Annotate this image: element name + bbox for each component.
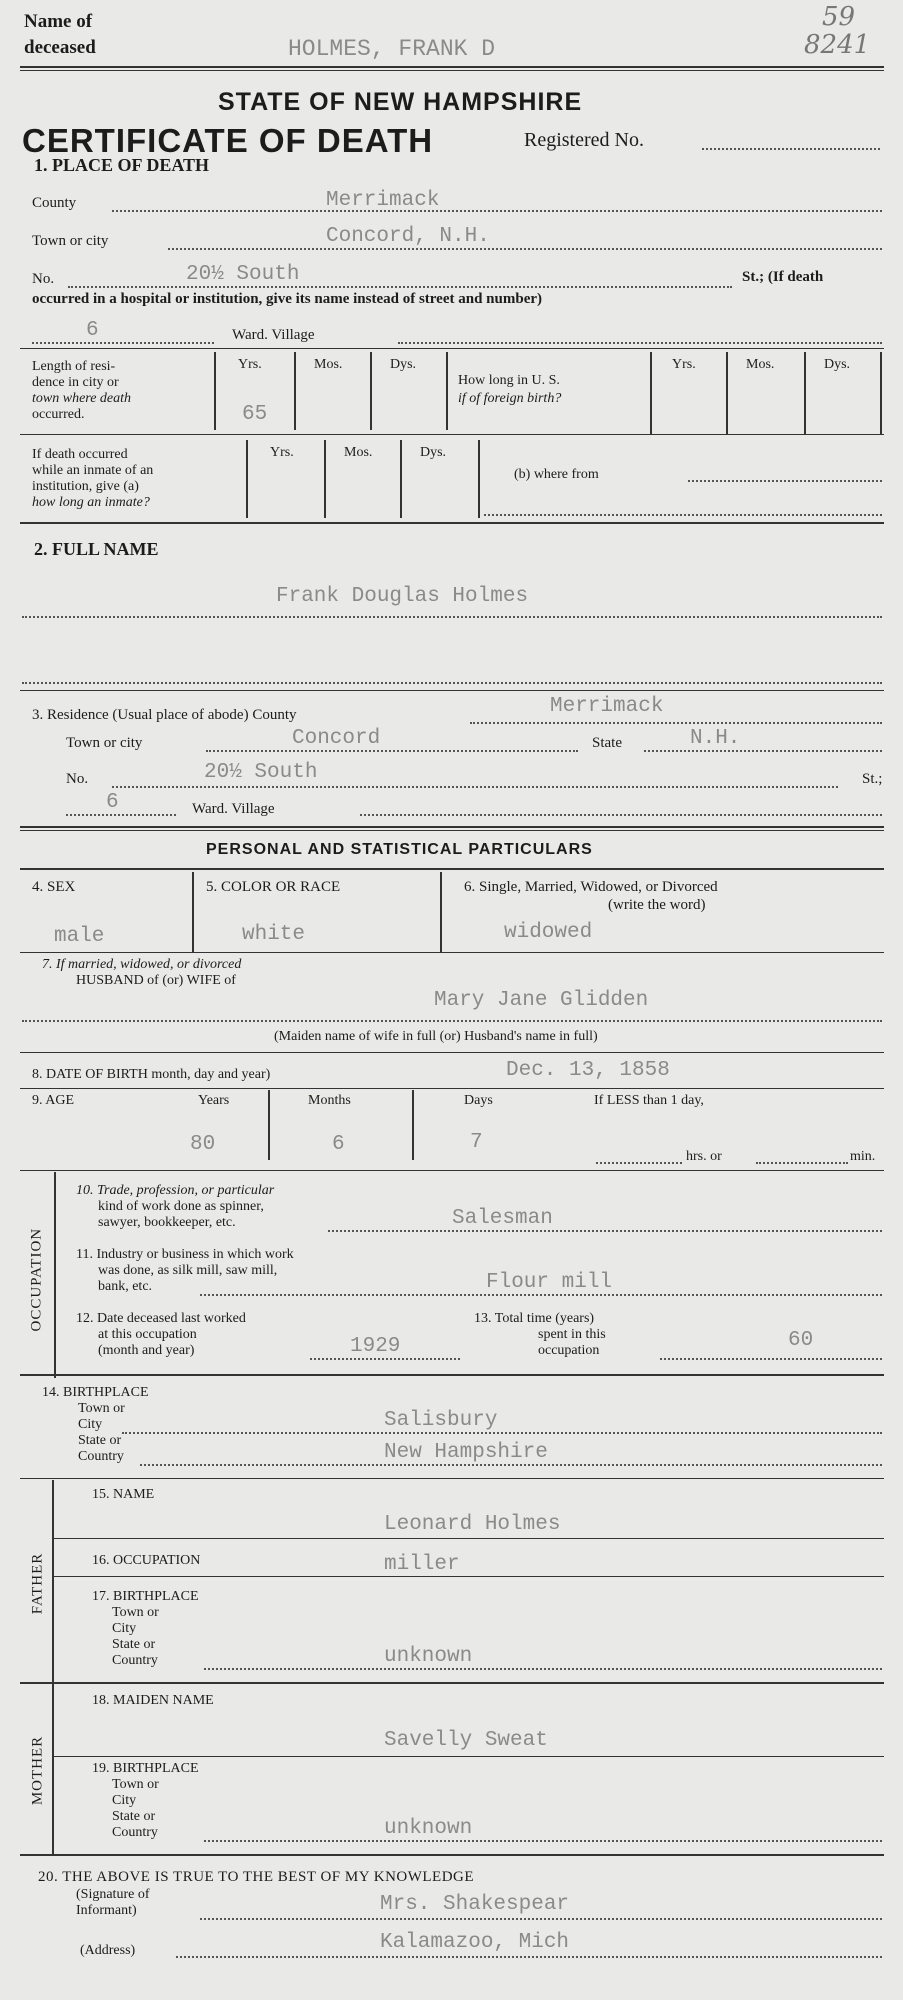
address-line — [176, 1956, 882, 1958]
rule-father-occupation — [54, 1576, 884, 1577]
address-label: (Address) — [80, 1943, 136, 1958]
marital-value: widowed — [504, 921, 593, 944]
ward-value: 6 — [86, 319, 99, 342]
deceased-name-value: HOLMES, FRANK D — [288, 36, 496, 62]
ward-village-label: Ward. Village — [232, 327, 315, 343]
rule-particulars — [20, 868, 884, 870]
father-occupation-value: miller — [384, 1553, 460, 1576]
residence-length-label-2: dence in city or — [32, 375, 119, 390]
county-value: Merrimack — [326, 189, 440, 212]
rule-sex — [20, 952, 884, 953]
color-value: white — [242, 923, 306, 946]
birthplace-city-value: Salisbury — [384, 1409, 498, 1432]
signature-value: Mrs. Shakespear — [380, 1893, 570, 1916]
sex-label: 4. SEX — [32, 879, 76, 895]
where-from-line-2 — [484, 514, 882, 516]
age-years-value: 80 — [190, 1133, 216, 1156]
trade-value: Salesman — [452, 1207, 553, 1230]
town-line — [168, 248, 882, 250]
full-name-heading: 2. FULL NAME — [34, 539, 159, 559]
trade-label-3: sawyer, bookkeeper, etc. — [98, 1215, 236, 1230]
birthplace-label-4: State or — [78, 1433, 122, 1448]
signature-line — [200, 1918, 882, 1920]
institution-label-4: how long an inmate? — [32, 495, 150, 510]
address-value: Kalamazoo, Mich — [380, 1931, 570, 1954]
residence-mos-label: Mos. — [314, 357, 343, 372]
residence-street-line — [112, 786, 838, 788]
street-line — [68, 286, 732, 288]
residence-state-label: State — [592, 735, 622, 751]
residence-state-value: N.H. — [690, 727, 741, 750]
corner-number-2: 8241 — [804, 30, 871, 60]
color-divider — [440, 872, 442, 952]
box-divider — [880, 352, 882, 434]
sex-value: male — [54, 925, 105, 948]
rule-residence — [20, 826, 884, 828]
state-title: STATE OF NEW HAMPSHIRE — [218, 88, 583, 116]
father-birthplace-label-4: State or — [112, 1637, 156, 1652]
mother-maiden-label: 18. MAIDEN NAME — [92, 1693, 214, 1708]
residence-village-line — [360, 814, 882, 816]
informant-statement: 20. THE ABOVE IS TRUE TO THE BEST OF MY KNOWLEDGE — [38, 1869, 475, 1885]
signature-label-2: Informant) — [76, 1903, 137, 1918]
birthplace-state-line — [140, 1464, 882, 1466]
institution-label-3: institution, give (a) — [32, 479, 139, 494]
age-days-value: 7 — [470, 1131, 483, 1154]
rule-residence-box — [20, 434, 884, 435]
last-worked-label-1: 12. Date deceased last worked — [76, 1311, 246, 1326]
residence-dys-label: Dys. — [390, 357, 417, 372]
residence-st-label: St.; — [862, 771, 883, 787]
residence-street-value: 20½ South — [204, 761, 318, 784]
county-line — [112, 210, 882, 212]
industry-label-2: was done, as silk mill, saw mill, — [98, 1263, 278, 1278]
father-divider — [52, 1480, 54, 1684]
box-divider — [294, 352, 296, 430]
birthplace-label-1: 14. BIRTHPLACE — [42, 1385, 149, 1400]
box-divider — [246, 440, 248, 518]
box-divider — [214, 352, 216, 430]
residence-length-label-3: town where death — [32, 391, 132, 406]
institution-mos-label: Mos. — [344, 445, 373, 460]
total-time-value: 60 — [788, 1329, 814, 1352]
father-birthplace-label-3: City — [112, 1621, 137, 1636]
residence-town-label: Town or city — [66, 735, 143, 751]
residence-town-line — [206, 750, 578, 752]
mother-birthplace-label-2: Town or — [112, 1777, 159, 1792]
residence-length-label-4: occurred. — [32, 407, 85, 422]
us-label-2: if of foreign birth? — [458, 391, 562, 406]
box-divider — [370, 352, 372, 430]
residence-no-label: No. — [66, 771, 89, 787]
rule-place — [20, 348, 884, 349]
village-line — [398, 342, 882, 344]
registered-no-line — [702, 148, 880, 150]
mother-birthplace-value: unknown — [384, 1817, 473, 1840]
us-yrs-label: Yrs. — [672, 357, 696, 372]
father-birthplace-label-2: Town or — [112, 1605, 159, 1620]
rule-full-name — [20, 690, 884, 691]
father-name-value: Leonard Holmes — [384, 1513, 561, 1536]
hospital-note: occurred in a hospital or institution, give its name instead of street and number) — [32, 291, 543, 307]
residence-years-value: 65 — [242, 403, 268, 426]
birthplace-city-line — [122, 1432, 882, 1434]
full-name-value: Frank Douglas Holmes — [276, 585, 529, 608]
last-worked-line — [310, 1358, 460, 1360]
full-name-line-2 — [22, 682, 882, 684]
street-st-label: St.; (If death — [742, 269, 824, 285]
last-worked-value: 1929 — [350, 1335, 401, 1358]
trade-line — [328, 1230, 882, 1232]
dob-label: 8. DATE OF BIRTH month, day and year) — [32, 1067, 271, 1082]
place-of-death-heading: 1. PLACE OF DEATH — [34, 155, 210, 175]
rule-father-name — [54, 1538, 884, 1539]
age-months-label: Months — [308, 1093, 351, 1108]
where-from-label: (b) where from — [514, 467, 599, 482]
sex-divider — [192, 872, 194, 952]
name-of-deceased-label-1: Name of — [24, 11, 93, 32]
box-divider — [324, 440, 326, 518]
mother-birthplace-label-3: City — [112, 1793, 137, 1808]
mother-divider — [52, 1684, 54, 1856]
rule-occupation — [20, 1374, 884, 1376]
father-birthplace-label-5: Country — [112, 1653, 158, 1668]
father-name-label: 15. NAME — [92, 1487, 155, 1502]
header-rule — [20, 66, 884, 68]
father-side-label: FATHER — [29, 1552, 46, 1615]
age-years-label: Years — [198, 1093, 230, 1108]
rule-father — [20, 1682, 884, 1684]
street-no-label: No. — [32, 271, 55, 287]
mother-maiden-value: Savelly Sweat — [384, 1729, 548, 1752]
spouse-label-1: 7. If married, widowed, or divorced — [42, 957, 242, 972]
residence-yrs-label: Yrs. — [238, 357, 262, 372]
signature-label-1: (Signature of — [76, 1887, 150, 1902]
age-days-label: Days — [464, 1093, 493, 1108]
min-line — [756, 1162, 848, 1164]
registered-no-label: Registered No. — [524, 129, 644, 151]
total-time-label-1: 13. Total time (years) — [474, 1311, 595, 1326]
corner-number-1: 59 — [822, 2, 856, 32]
industry-value: Flour mill — [486, 1271, 613, 1294]
age-months-value: 6 — [332, 1133, 345, 1156]
father-birthplace-label-1: 17. BIRTHPLACE — [92, 1589, 199, 1604]
us-mos-label: Mos. — [746, 357, 775, 372]
total-time-label-3: occupation — [538, 1343, 600, 1358]
box-divider — [400, 440, 402, 518]
us-label-1: How long in U. S. — [458, 373, 560, 388]
institution-label-2: while an inmate of an — [32, 463, 154, 478]
particulars-heading: PERSONAL AND STATISTICAL PARTICULARS — [206, 841, 593, 858]
father-birthplace-value: unknown — [384, 1645, 473, 1668]
min-label: min. — [850, 1149, 876, 1164]
age-divider — [268, 1090, 270, 1160]
father-birthplace-line — [204, 1668, 882, 1670]
box-divider — [650, 352, 652, 434]
occupation-side-label: OCCUPATION — [28, 1227, 45, 1332]
rule-spouse — [20, 1052, 884, 1053]
residence-ward-value: 6 — [106, 791, 119, 814]
full-name-line-1 — [22, 616, 882, 618]
rule-age — [20, 1170, 884, 1171]
mother-birthplace-line — [204, 1840, 882, 1842]
birthplace-state-value: New Hampshire — [384, 1441, 548, 1464]
box-divider — [804, 352, 806, 434]
mother-birthplace-label-4: State or — [112, 1809, 156, 1824]
industry-label-3: bank, etc. — [98, 1279, 153, 1294]
marital-label-2: (write the word) — [608, 897, 706, 913]
color-label: 5. COLOR OR RACE — [206, 879, 341, 895]
trade-label-2: kind of work done as spinner, — [98, 1199, 264, 1214]
residence-ward-village-label: Ward. Village — [192, 801, 275, 817]
residence-county-line — [470, 722, 882, 724]
certificate-title: CERTIFICATE OF DEATH — [22, 122, 434, 159]
header-rule-2 — [20, 70, 884, 71]
town-label: Town or city — [32, 233, 109, 249]
birthplace-label-5: Country — [78, 1449, 124, 1464]
name-of-deceased-label-2: deceased — [24, 37, 96, 58]
spouse-note: (Maiden name of wife in full (or) Husband's name in full) — [274, 1029, 598, 1044]
total-time-label-2: spent in this — [538, 1327, 606, 1342]
residence-ward-line — [66, 814, 176, 816]
dob-value: Dec. 13, 1858 — [506, 1059, 670, 1082]
residence-length-label-1: Length of resi- — [32, 359, 116, 374]
institution-yrs-label: Yrs. — [270, 445, 294, 460]
hrs-line — [596, 1162, 682, 1164]
mother-side-label: MOTHER — [29, 1735, 46, 1806]
ward-line — [32, 342, 214, 344]
institution-label-1: If death occurred — [32, 447, 128, 462]
box-divider — [446, 352, 448, 430]
residence-county-value: Merrimack — [550, 695, 664, 718]
rule-birthplace — [20, 1478, 884, 1479]
birthplace-label-3: City — [78, 1417, 103, 1432]
marital-label-1: 6. Single, Married, Widowed, or Divorced — [464, 879, 718, 895]
birthplace-label-2: Town or — [78, 1401, 125, 1416]
box-divider — [726, 352, 728, 434]
rule-residence-2 — [20, 830, 884, 831]
father-occupation-label: 16. OCCUPATION — [92, 1553, 201, 1568]
industry-line — [200, 1294, 882, 1296]
age-label: 9. AGE — [32, 1093, 74, 1108]
rule-dob — [20, 1088, 884, 1089]
mother-birthplace-label-5: Country — [112, 1825, 158, 1840]
total-time-line — [660, 1358, 882, 1360]
last-worked-label-3: (month and year) — [98, 1343, 195, 1358]
spouse-value: Mary Jane Glidden — [434, 989, 649, 1012]
us-dys-label: Dys. — [824, 357, 851, 372]
age-divider — [412, 1090, 414, 1160]
spouse-label-2: HUSBAND of (or) WIFE of — [76, 973, 236, 988]
residence-state-line — [644, 750, 882, 752]
rule-section-1 — [20, 522, 884, 524]
town-value: Concord, N.H. — [326, 225, 490, 248]
spouse-line — [22, 1020, 882, 1022]
institution-dys-label: Dys. — [420, 445, 447, 460]
hrs-label: hrs. or — [686, 1149, 722, 1164]
trade-label-1: 10. Trade, profession, or particular — [76, 1183, 275, 1198]
rule-mother-name — [54, 1756, 884, 1757]
industry-label-1: 11. Industry or business in which work — [76, 1247, 294, 1262]
county-label: County — [32, 195, 77, 211]
where-from-line — [688, 480, 882, 482]
rule-mother — [20, 1854, 884, 1856]
mother-birthplace-label-1: 19. BIRTHPLACE — [92, 1761, 199, 1776]
residence-label: 3. Residence (Usual place of abode) County — [32, 707, 297, 723]
box-divider — [478, 440, 480, 518]
last-worked-label-2: at this occupation — [98, 1327, 197, 1342]
occupation-divider — [54, 1172, 56, 1378]
residence-town-value: Concord — [292, 727, 381, 750]
age-less-label: If LESS than 1 day, — [594, 1093, 704, 1108]
street-value: 20½ South — [186, 263, 300, 286]
